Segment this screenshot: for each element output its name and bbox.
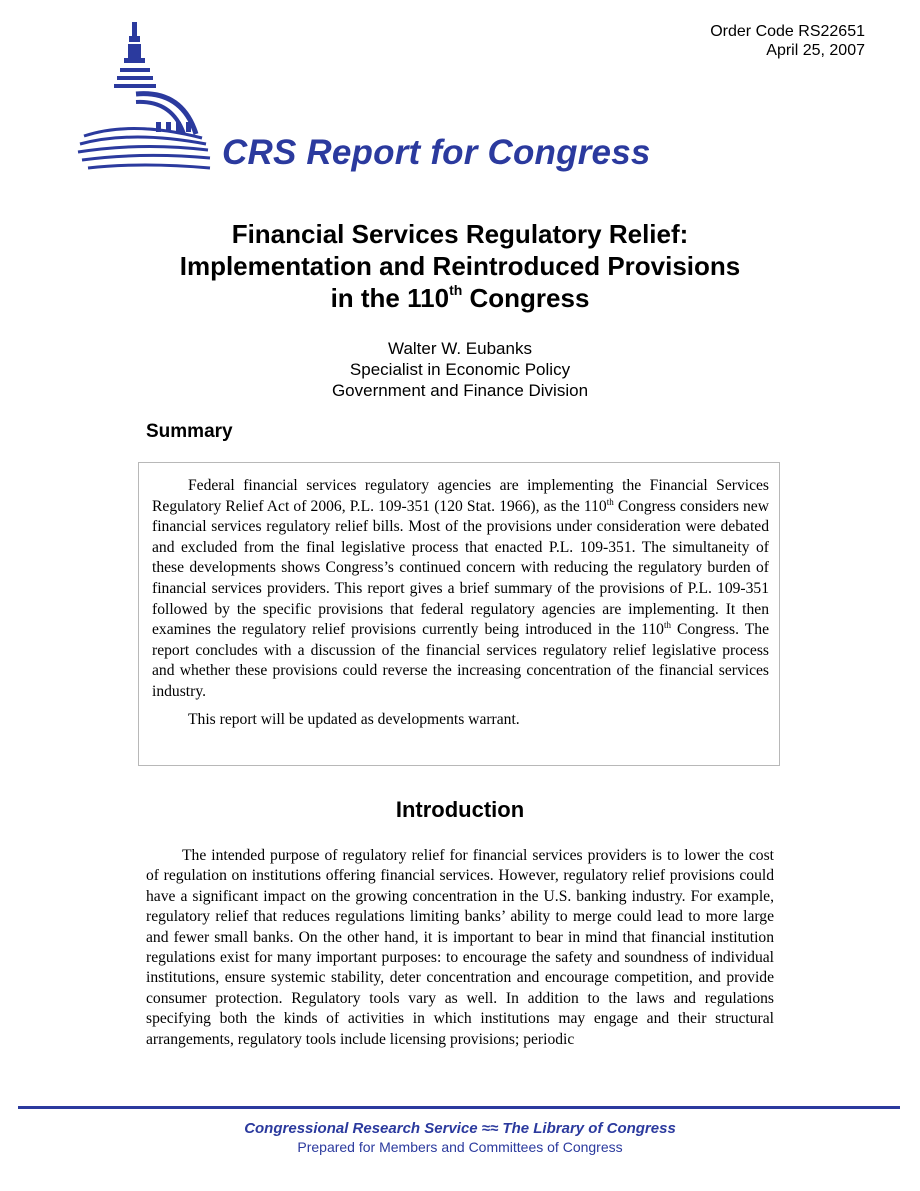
crs-logo-text: CRS Report for Congress [222,133,651,172]
summary-text-a: Federal financial services regulatory agencies are implementing the Financial Services Regulatory Relief Act of 2006, P.L. 109-351 (120 Stat. 1966), as the 110 [152,477,769,515]
introduction-paragraph: The intended purpose of regulatory relief for financial services providers is to lower the cost of regulation on institutions offering financial services. However, regulatory relief provisions could have a significant impact on the growing concentration in the U.S. banking industry. For example, regulatory relief that reduces regulations limiting banks’ ability to merge could lead to more large and fewer small banks. On the other hand, it is important to bear in mind that financial institution regulations exist for many important purposes: to encourage the safety and soundness of individual institutions, ensure systemic stability, deter concentration and encourage competition, and provide consumer protection. Regulatory tools vary as well. In addition to the laws and regulations specifying both the kinds of activities in which institutions may engage and their structural arrangements, regulatory tools include licensing provisions; periodic [146,847,774,1048]
introduction-heading: Introduction [395,797,525,822]
summary-heading: Summary [146,421,233,442]
summary-text [152,476,769,730]
footer-prepared-for: Prepared for Members and Committees of Congress [297,1139,623,1155]
summary-text-b: Congress considers new financial services regulatory relief bills. Most of the provisions under consideration were debated and excluded from the final legislative process that enacted P.L. 109-351. The simultaneity of these developments shows Congress’s continued concern with reducing the regulatory burden of financial services providers. This report gives a brief summary of the provisions of P.L. 109-351 followed by the specific provisions that federal regulatory agencies are implementing. It then examines the regulatory relief provisions currently being introduced in the 110 [152,497,769,639]
report-title [0,218,920,314]
summary-update-note: This report will be updated as developments warrant. [188,710,520,728]
title-line-3-pre: in the 110 [330,283,450,313]
title-line-1: Financial Services Regulatory Relief: [231,219,689,249]
order-code-block [710,22,865,60]
title-line-2: Implementation and Reintroduced Provisions [179,251,741,281]
author-name: Walter W. Eubanks [388,339,532,358]
footer-crs-loc: Congressional Research Service ≈≈ The Library of Congress [244,1120,676,1137]
author-position: Specialist in Economic Policy [349,360,571,379]
capitol-dome-icon [72,16,212,186]
title-superscript: th [449,282,463,298]
title-line-3-post: Congress [462,283,590,313]
summary-text-c: Congress. The report concludes with a discussion of the financial services regulatory relief legislative process and whether these provisions could reverse the increasing concentration of the financial services industry. [152,621,769,700]
author-division: Government and Finance Division [331,381,589,400]
author-block [0,338,920,401]
introduction-text [146,846,774,1050]
footer-divider [18,1106,900,1109]
summary-sup-1: th [606,496,614,507]
summary-sup-2: th [663,620,671,631]
title-line-3 [0,282,920,314]
summary-paragraph [152,476,769,703]
order-code: Order Code RS22651 [710,23,865,40]
report-date: April 25, 2007 [766,42,865,59]
